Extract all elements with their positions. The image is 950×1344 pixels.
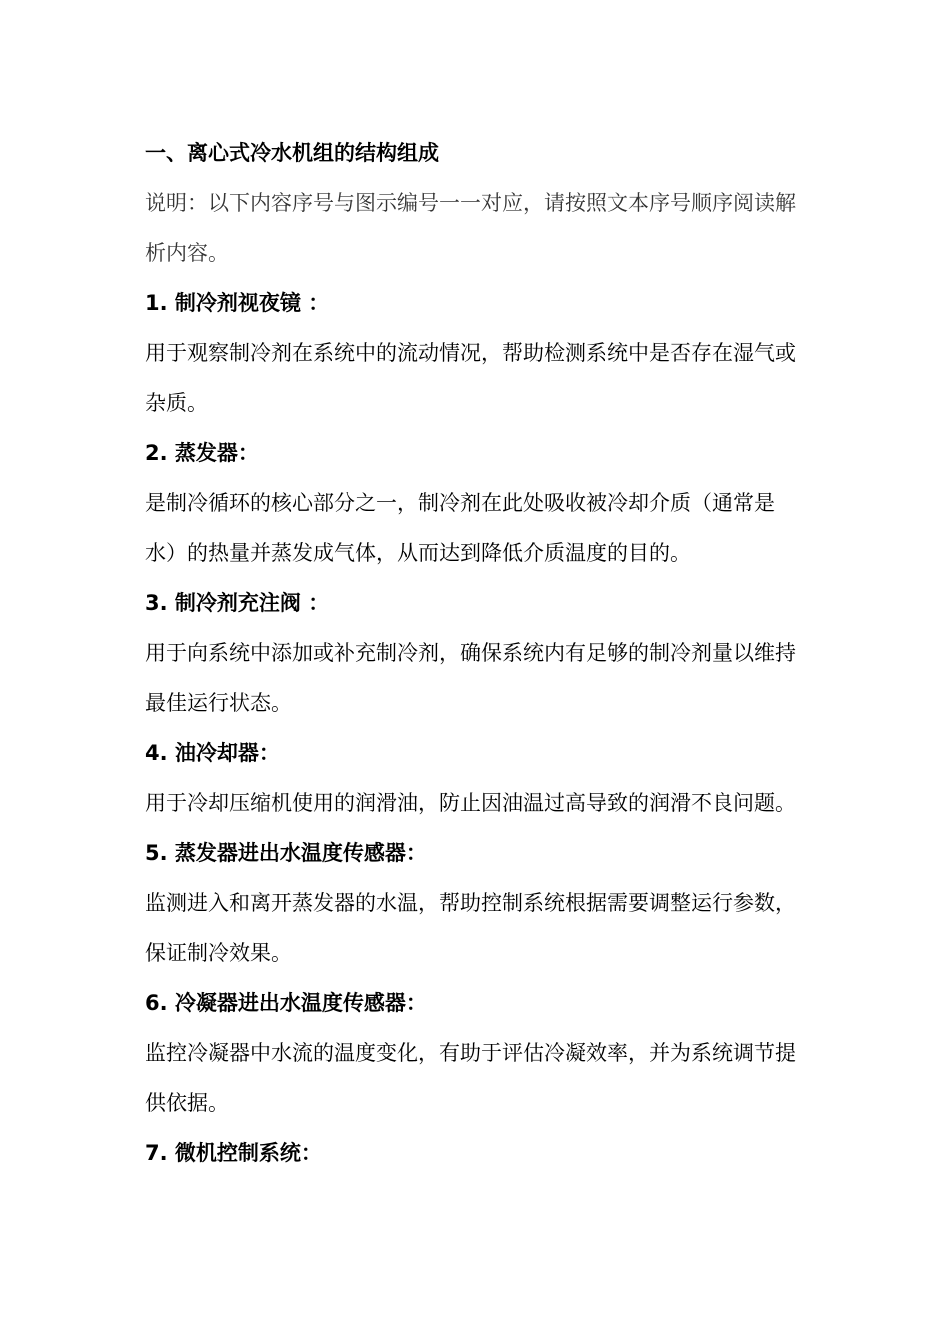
section-7 <box>145 1128 805 1178</box>
section-2 <box>145 428 805 578</box>
section-5 <box>145 828 805 978</box>
section-body: 用于冷却压缩机使用的润滑油，防止因油温过高导致的润滑不良问题。 <box>145 791 796 815</box>
section-title: 3. 制冷剂充注阀 ： <box>145 591 330 615</box>
section-6 <box>145 978 805 1128</box>
section-body: 监控冷凝器中水流的温度变化，有助于评估冷凝效率，并为系统调节提供依据。 <box>145 1041 796 1115</box>
section-title: 1. 制冷剂视夜镜 ： <box>145 291 330 315</box>
section-body: 是制冷循环的核心部分之一，制冷剂在此处吸收被冷却介质（通常是水）的热量并蒸发成气体，从而达到降低介质温度的目的。 <box>145 491 775 565</box>
section-4 <box>145 728 805 828</box>
section-body: 监测进入和离开蒸发器的水温，帮助控制系统根据需要调整运行参数，保证制冷效果。 <box>145 891 796 965</box>
section-body: 用于观察制冷剂在系统中的流动情况，帮助检测系统中是否存在湿气或杂质。 <box>145 341 796 415</box>
document-page <box>145 128 805 1178</box>
section-3 <box>145 578 805 728</box>
section-title: 5. 蒸发器进出水温度传感器： <box>145 841 427 865</box>
reading-note: 说明：以下内容序号与图示编号一一对应，请按照文本序号顺序阅读解析内容。 <box>145 191 796 265</box>
section-1 <box>145 278 805 428</box>
section-body: 用于向系统中添加或补充制冷剂，确保系统内有足够的制冷剂量以维持最佳运行状态。 <box>145 641 796 715</box>
section-title: 6. 冷凝器进出水温度传感器： <box>145 991 427 1015</box>
document-heading: 一、离心式冷水机组的结构组成 <box>145 141 439 165</box>
section-title: 2. 蒸发器： <box>145 441 259 465</box>
section-title: 4. 油冷却器： <box>145 741 280 765</box>
section-title: 7. 微机控制系统： <box>145 1141 322 1165</box>
